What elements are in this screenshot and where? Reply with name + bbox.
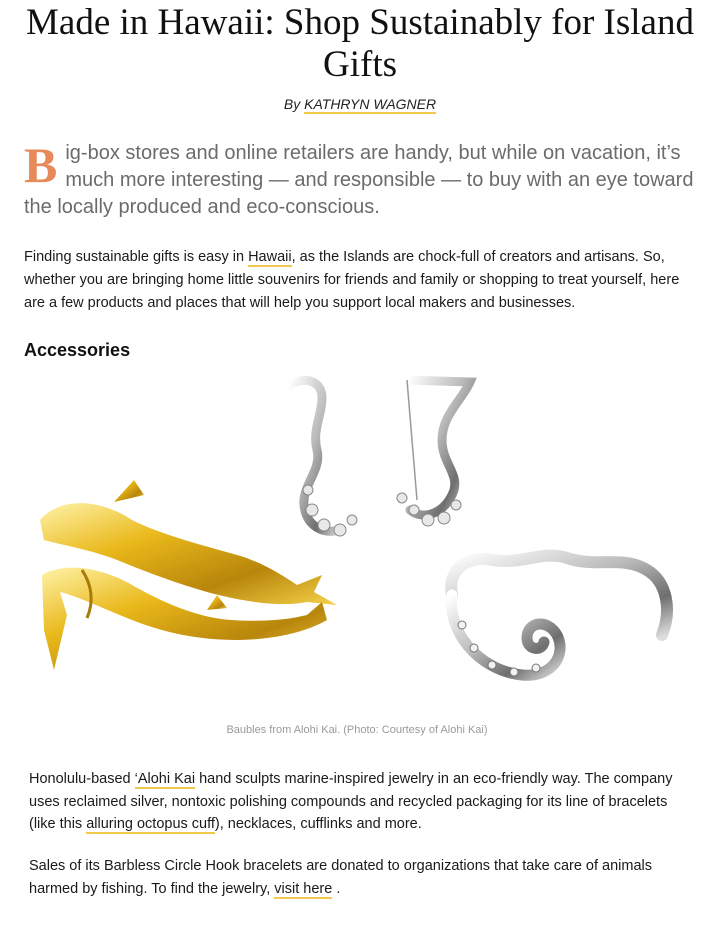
p2-text-start: Sales of its Barbless Circle Hook bracelets are donated to organizations that take care of animals harmed by fishing. To find the jewelry,	[29, 858, 653, 897]
p1-text-mid: hand sculpts marine-inspired jewelry in an eco-friendly way. The company uses reclaimed silver, nontoxic polishing compounds and recycled packaging for its line of bracelets (like this	[29, 771, 673, 832]
lede-text: ig-box stores and online retailers are handy, but while on vacation, it’s much more interesting — and responsible — to buy with an eye toward the locally produced and eco-conscious.	[24, 142, 694, 218]
body-paragraph-2	[29, 855, 691, 900]
body-paragraph-1	[29, 768, 691, 836]
byline	[0, 96, 720, 112]
octopus-cuff-link[interactable]: alluring octopus cuff	[86, 816, 215, 832]
p1-text-end: ), necklaces, cufflinks and more.	[214, 816, 422, 832]
p1-text-start: Honolulu-based	[29, 771, 135, 787]
visit-here-link[interactable]: visit here	[274, 880, 333, 897]
hawaii-link[interactable]: Hawaii	[248, 249, 292, 265]
section-heading-accessories: Accessories	[24, 340, 131, 360]
jewelry-photo	[22, 370, 702, 700]
lede-paragraph	[24, 137, 696, 221]
intro-text-start: Finding sustainable gifts is easy in	[24, 249, 249, 265]
byline-prefix: By	[283, 96, 305, 112]
silver-octopus-cuff	[451, 556, 667, 676]
photo-caption: Baubles from Alohi Kai. (Photo: Courtesy of Alohi Kai)	[226, 724, 488, 736]
intro-paragraph	[24, 246, 696, 315]
gold-whale-pendant	[40, 480, 337, 670]
intro-text-end: , as the Islands are chock-full of creators and artisans. So, whether you are bringing home little souvenirs for friends and family or shopping to treat yourself, here are a few products and places that will help you support local makers and businesses.	[24, 249, 680, 311]
silver-octopus-earrings	[290, 380, 470, 536]
p2-text-end: .	[332, 880, 341, 897]
alohi-kai-link[interactable]: ‘Alohi Kai	[134, 771, 196, 787]
article-title: Made in Hawaii: Shop Sustainably for Island Gifts	[26, 2, 694, 85]
author-link[interactable]: KATHRYN WAGNER	[304, 96, 437, 112]
drop-cap: B	[24, 137, 58, 193]
